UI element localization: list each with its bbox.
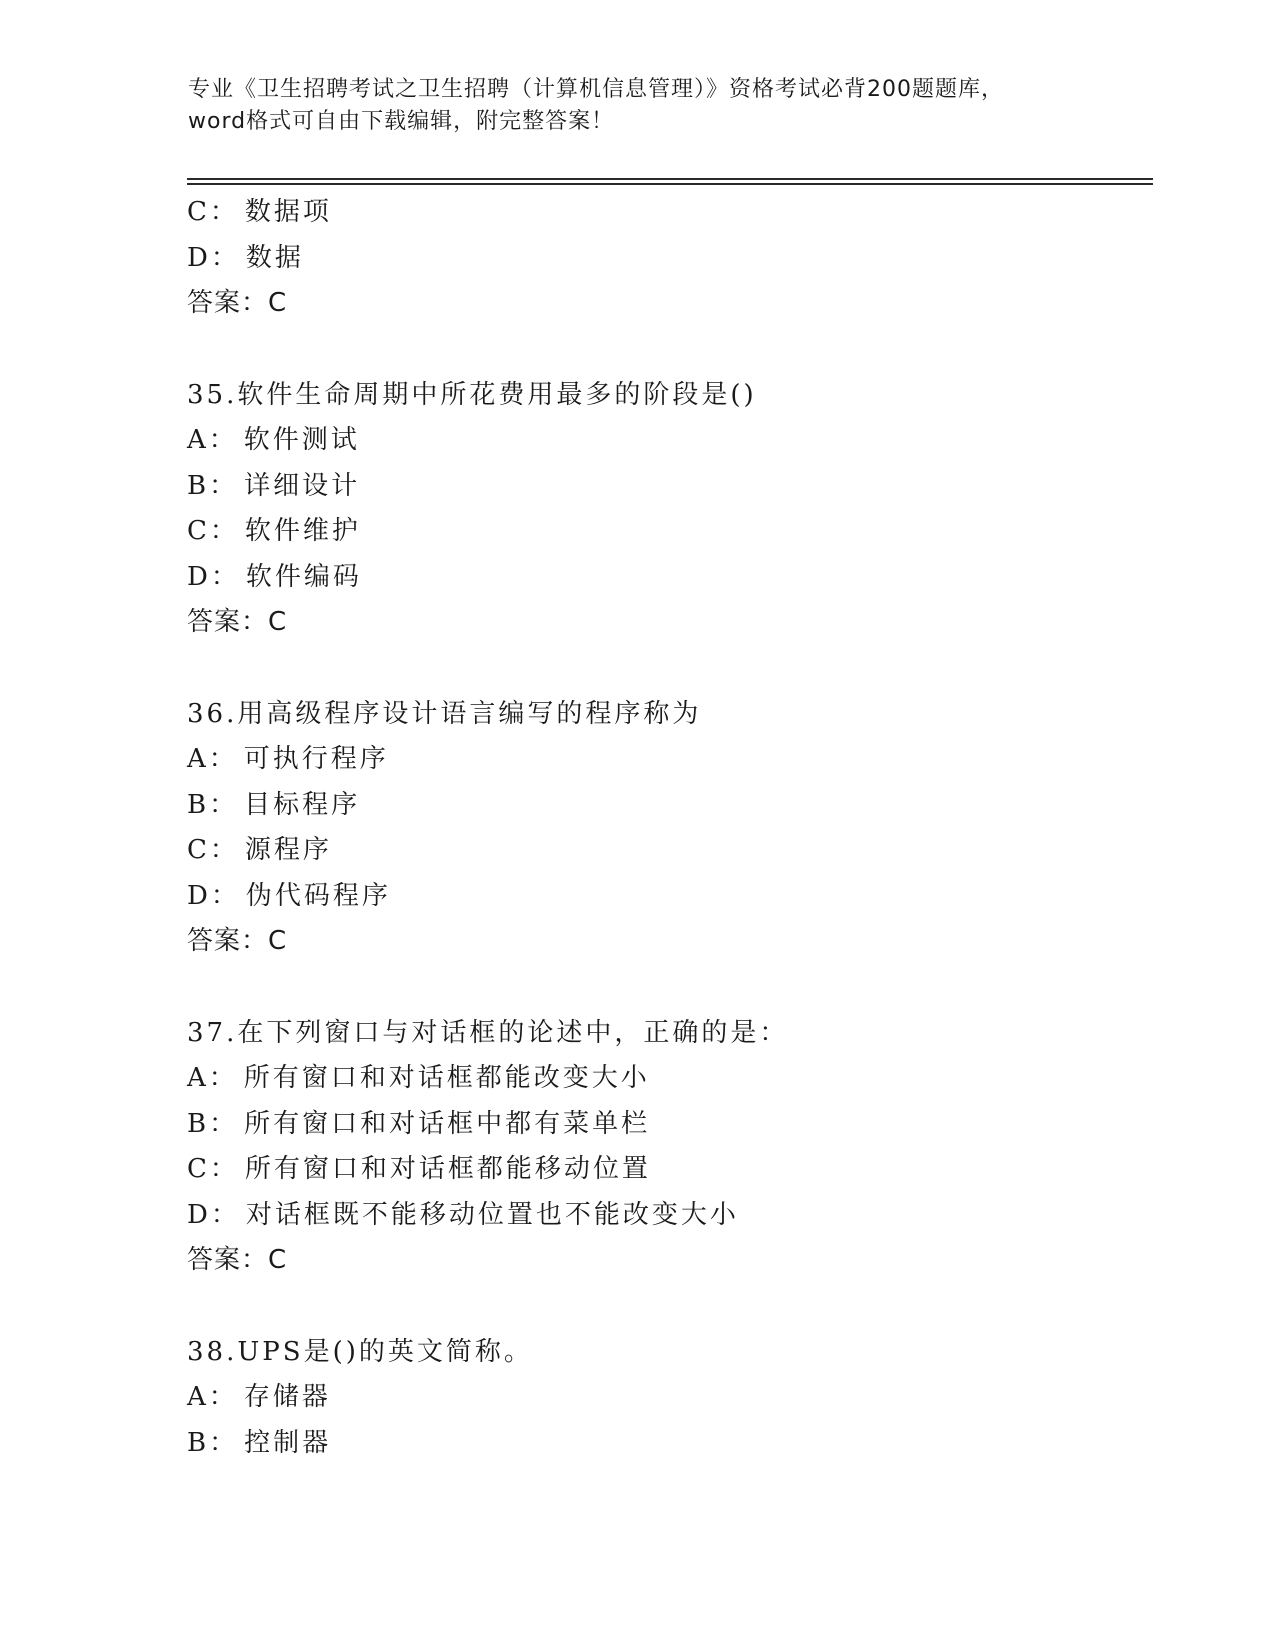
option-text: 对话框既不能移动位置也不能改变大小 (245, 1199, 739, 1230)
option-d (187, 874, 1147, 920)
option-label: A： (187, 1063, 238, 1093)
option-label: D： (187, 1199, 240, 1230)
option-c (187, 509, 1147, 555)
option-text: 数据 (245, 242, 304, 273)
option-text: 软件编码 (245, 561, 362, 592)
option-label: D： (187, 880, 240, 911)
header-line-2: word格式可自由下载编辑，附完整答案！ (188, 109, 615, 134)
question-block-37 (187, 1011, 1147, 1284)
option-text: 详细设计 (244, 470, 361, 501)
option-a (187, 1056, 1147, 1102)
answer-line: 答案：C (187, 926, 288, 956)
header-divider-top (187, 178, 1153, 180)
option-c (187, 828, 1147, 874)
option-a (187, 418, 1147, 464)
option-d (187, 1193, 1147, 1239)
question-block-36 (187, 692, 1147, 965)
question-block-38 (187, 1330, 1147, 1467)
answer-line: 答案：C (187, 1245, 288, 1275)
option-label: A： (187, 1382, 238, 1412)
option-c (187, 1147, 1147, 1193)
option-b (187, 1421, 1147, 1467)
option-text: 可执行程序 (243, 744, 389, 774)
option-b (187, 1102, 1147, 1148)
option-text: 软件维护 (244, 516, 361, 546)
option-b (187, 783, 1147, 829)
option-label: A： (187, 744, 238, 774)
option-label: C： (187, 835, 239, 865)
option-text: 所有窗口和对话框都能改变大小 (243, 1063, 650, 1093)
option-text: 数据项 (244, 197, 332, 227)
option-label: B： (187, 470, 239, 501)
header-divider-bottom (187, 183, 1153, 185)
option-text: 所有窗口和对话框都能移动位置 (244, 1154, 651, 1184)
question-stem: 37.在下列窗口与对话框的论述中，正确的是： (187, 1017, 789, 1048)
option-label: C： (187, 516, 239, 546)
option-text: 目标程序 (244, 789, 361, 820)
header-line-1: 专业《卫生招聘考试之卫生招聘（计算机信息管理）》资格考试必背200题题库， (188, 77, 1004, 102)
question-stem: 38.UPS是()的英文简称。 (187, 1336, 533, 1367)
option-d (187, 555, 1147, 601)
question-block-34 (187, 190, 1147, 327)
question-block-35 (187, 373, 1147, 646)
option-label: C： (187, 1154, 239, 1184)
option-text: 所有窗口和对话框中都有菜单栏 (244, 1108, 651, 1139)
option-label: D： (187, 242, 240, 273)
question-list (187, 190, 1147, 1466)
answer-line: 答案：C (187, 288, 288, 318)
option-a (187, 737, 1147, 783)
option-label: B： (187, 1427, 239, 1458)
option-text: 软件测试 (243, 425, 360, 455)
option-text: 控制器 (244, 1427, 332, 1458)
document-header (188, 74, 1088, 138)
option-b (187, 464, 1147, 510)
option-text: 伪代码程序 (245, 880, 391, 911)
question-stem: 36.用高级程序设计语言编写的程序称为 (187, 698, 702, 729)
option-text: 存储器 (243, 1382, 331, 1412)
option-text: 源程序 (244, 835, 332, 865)
option-c (187, 190, 1147, 236)
question-stem: 35.软件生命周期中所花费用最多的阶段是() (187, 379, 757, 410)
option-label: D： (187, 561, 240, 592)
option-label: C： (187, 197, 239, 227)
option-label: B： (187, 789, 239, 820)
option-label: B： (187, 1108, 239, 1139)
answer-line: 答案：C (187, 607, 288, 637)
option-a (187, 1375, 1147, 1421)
option-label: A： (187, 425, 238, 455)
option-d (187, 236, 1147, 282)
